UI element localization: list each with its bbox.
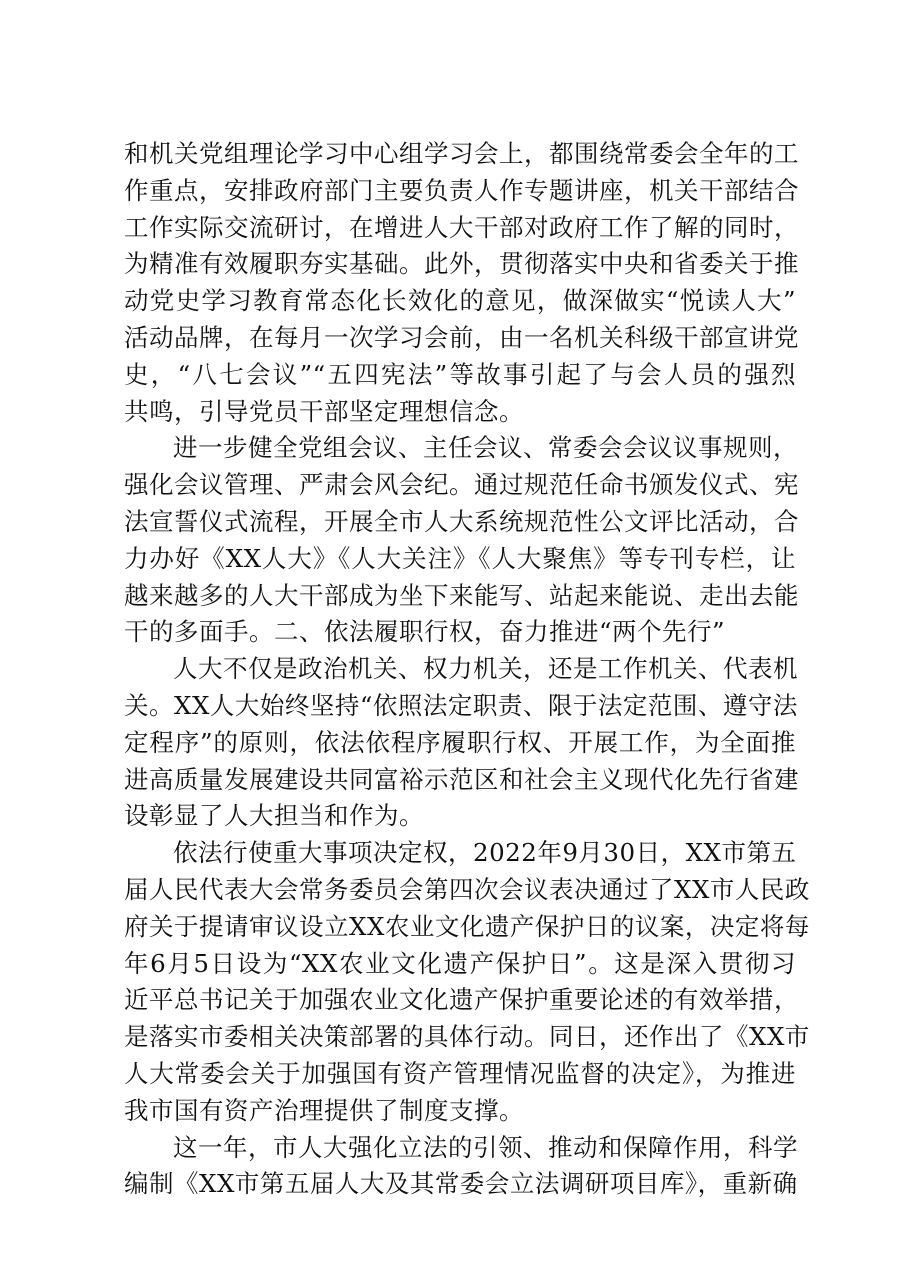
paragraph-1 [124,136,799,430]
text-line: 动党史学习教育常态化长效化的意见，做深做实“悦读人大” [124,286,796,316]
text-line: 关。XX人大始终坚持“依照法定职责、限于法定范围、遵守法 [124,690,798,720]
text-line: 近平总书记关于加强农业文化遗产保护重要论述的有效举措， [124,985,799,1015]
text-line: 届人民代表大会常务委员会第四次会议表决通过了XX市人民政 [124,874,810,904]
paragraph-2 [124,430,799,651]
text-line: 设彰显了人大担当和作为。 [124,801,424,831]
text-line: 这一年，市人大强化立法的引领、推动和保障作用，科学 [173,1132,798,1162]
text-line: 进一步健全党组会议、主任会议、常委会会议议事规则， [173,433,798,463]
text-line: 人大不仅是政治机关、权力机关，还是工作机关、代表机 [173,654,798,684]
paragraph-5 [124,1130,796,1204]
text-line: 定程序”的原则，依法依程序履职行权、开展工作，为全面推 [124,727,796,757]
text-line: 越来越多的人大干部成为坐下来能写、站起来能说、走出去能 [124,580,799,610]
text-line: 我市国有资产治理提供了制度支撑。 [124,1095,524,1125]
text-line: 年6月5日设为“XX农业文化遗产保护日”。这是深入贯彻习 [124,948,796,978]
text-line: 共鸣，引导党员干部坚定理想信念。 [124,396,524,426]
text-line: 依法行使重大事项决定权，2022年9月30日，XX市第五 [173,838,797,868]
paragraph-4 [124,835,810,1129]
paragraph-3 [124,651,799,835]
document-body [124,136,810,1203]
text-line: 干的多面手。二、依法履职行权，奋力推进“两个先行” [124,617,726,647]
text-line: 是落实市委相关决策部署的具体行动。同日，还作出了《XX市 [124,1022,810,1052]
text-line: 编制《XX市第五届人大及其常委会立法调研项目库》，重新确 [124,1169,798,1199]
text-line: 活动品牌，在每月一次学习会前，由一名机关科级干部宣讲党 [124,322,799,352]
text-line: 府关于提请审议设立XX农业文化遗产保护日的议案，决定将每 [124,911,810,941]
text-line: 人大常委会关于加强国有资产管理情况监督的决定》，为推进 [124,1058,796,1088]
text-line: 工作实际交流研讨，在增进人大干部对政府工作了解的同时， [124,212,799,242]
text-line: 力办好《XX人大》《人大关注》《人大聚焦》等专刊专栏，让 [124,543,796,573]
text-line: 作重点，安排政府部门主要负责人作专题讲座，机关干部结合 [124,175,799,205]
text-line: 为精准有效履职夯实基础。此外，贯彻落实中央和省委关于推 [124,249,799,279]
text-line: 史，“八七会议”“五四宪法”等故事引起了与会人员的强烈 [124,359,796,389]
text-line: 法宣誓仪式流程，开展全市人大系统规范性公文评比活动，合 [124,506,799,536]
text-line: 强化会议管理、严肃会风会纪。通过规范任命书颁发仪式、宪 [124,470,799,500]
text-line: 和机关党组理论学习中心组学习会上，都围绕常委会全年的工 [124,139,799,168]
text-line: 进高质量发展建设共同富裕示范区和社会主义现代化先行省建 [124,764,799,794]
